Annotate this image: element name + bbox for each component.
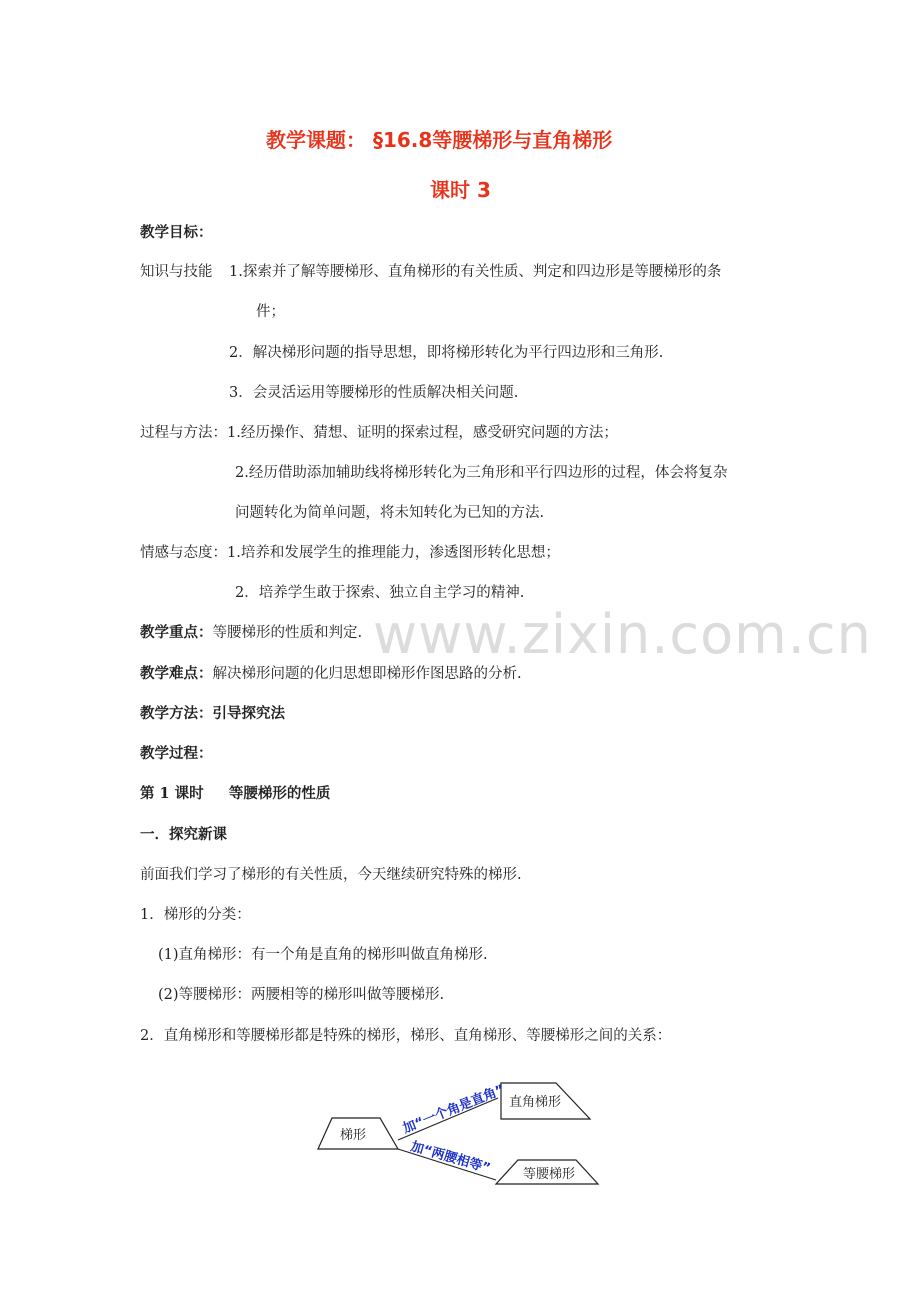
- difficulty-label: 教学难点：: [140, 665, 213, 682]
- body-item-1b: (2)等腰梯形：两腰相等的梯形叫做等腰梯形.: [158, 987, 445, 1003]
- isosceles-trapezoid-label: 等腰梯形: [523, 1167, 576, 1182]
- knowledge-item-1: 1.探索并了解等腰梯形、直角梯形的有关性质、判定和四边形是等腰梯形的条: [229, 264, 722, 280]
- body-intro: 前面我们学习了梯形的有关性质，今天继续研究特殊的梯形.: [140, 867, 522, 883]
- knowledge-item-2: 2．解决梯形问题的指导思想，即将梯形转化为平行四边形和三角形.: [229, 345, 664, 361]
- body-item-1: 1．梯形的分类：: [140, 907, 251, 923]
- key-point-text: 等腰梯形的性质和判定.: [212, 625, 363, 641]
- page-subtitle: 课时 3: [430, 178, 491, 202]
- knowledge-item-3: 3．会灵活运用等腰梯形的性质解决相关问题.: [229, 385, 519, 401]
- page-title: 教学课题： §16.8等腰梯形与直角梯形: [266, 128, 613, 152]
- watermark: www.zixin.com.cn: [373, 603, 872, 666]
- knowledge-item-1-cont: 件；: [256, 304, 285, 320]
- process-line-2: 2.经历借助添加辅助线将梯形转化为三角形和平行四边形的过程，体会将复杂: [235, 465, 728, 481]
- knowledge-label: 知识与技能: [140, 264, 213, 280]
- lesson-heading: 第 1 课时 等腰梯形的性质: [140, 785, 331, 802]
- body-item-2: 2．直角梯形和等腰梯形都是特殊的梯形，梯形、直角梯形、等腰梯形之间的关系：: [140, 1028, 672, 1044]
- method: 教学方法：引导探究法: [140, 705, 285, 722]
- section-heading: 一．探究新课: [140, 826, 227, 843]
- objectives-heading: 教学目标：: [140, 224, 213, 241]
- lower-condition-label: 加“两腰相等”: [408, 1139, 492, 1177]
- process-line-1: 过程与方法：1.经历操作、猜想、证明的探索过程，感受研究问题的方法；: [140, 425, 618, 441]
- body-item-1a: (1)直角梯形：有一个角是直角的梯形叫做直角梯形.: [158, 947, 488, 963]
- upper-condition-label: 加“一个角是直角”: [400, 1082, 507, 1137]
- difficulty-text: 解决梯形问题的化归思想即梯形作图思路的分析.: [212, 666, 522, 682]
- process-line-3: 问题转化为简单问题，将未知转化为已知的方法.: [235, 505, 545, 521]
- process-heading: 教学过程：: [140, 745, 213, 762]
- trapezoid-label: 梯形: [340, 1128, 367, 1143]
- right-trapezoid-label: 直角梯形: [509, 1095, 562, 1110]
- key-point-label: 教学重点：: [140, 624, 213, 641]
- emotion-line-2: 2．培养学生敢于探索、独立自主学习的精神.: [235, 585, 525, 601]
- emotion-line-1: 情感与态度：1.培养和发展学生的推理能力，渗透图形转化思想；: [140, 545, 560, 561]
